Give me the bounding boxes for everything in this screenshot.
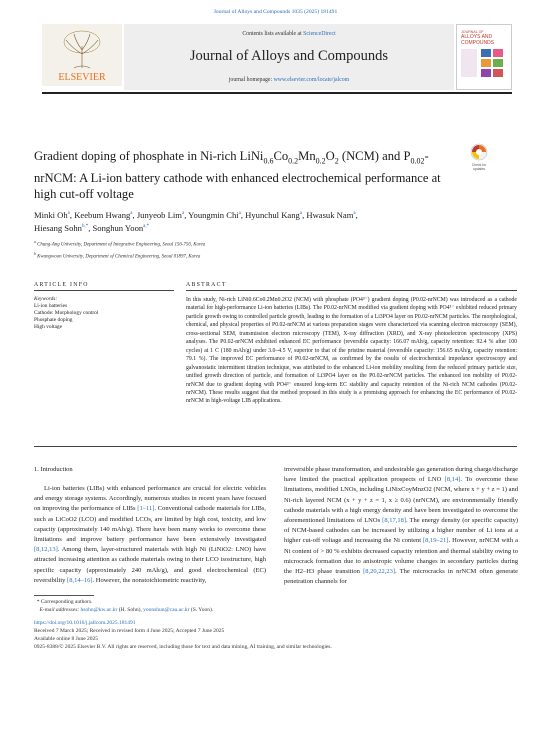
citation-link[interactable]: [8,19–21] [423, 537, 449, 545]
author-name[interactable]: Hiesang Sohn [34, 223, 82, 234]
corresponding-author-footnote: * Corresponding authors. E-mail addresses: hsohn@kw.ac.kr (H. Sohn), yoonshun@cau.ac.kr (S. Yoon). [36, 599, 214, 613]
affiliation-line: $^a$ Chung-Ang University, Department of Integrative Engineering, Seoul 156-756, Korea [34, 240, 206, 248]
elsevier-tree-icon [42, 24, 122, 86]
email-link[interactable]: yoonshun@cau.ac.kr [143, 607, 190, 613]
homepage-prefix: journal homepage: [228, 77, 274, 83]
article-info-rule [34, 290, 174, 291]
intro-column-left: Li-ion batteries (LIBs) with enhanced performance are crucial for electric vehicles and energy storage systems. Accordingly, numerous studies in recent years have focused on improving the performance of LIBs [1–11]. Conventional cathode materials for LIBs, such as LiCoO2 (LCO) and modified LCOs, are limited by high cost, toxicity, and low capacity (approximately 140 mAh/g). There have been many works to overcome these limitations and improve battery performance have been extensively investigated [8,12,13]. Among them, layer-structured materials with high Ni (LiNiO2: LNO) have attracted increasing attention as cathode materials owing to their LCO isostructure, high specific capacity (approximately 240 mAh/g), and good electrochemical (EC) reversibility [8,14–16]. However, the nonstoichiometric reactivity, [34, 485, 267, 584]
author-name[interactable]: Youngmin Chi [188, 209, 239, 220]
author-name[interactable]: Keebum Hwang [74, 209, 131, 220]
crossmark-icon [468, 142, 490, 174]
email-link[interactable]: hsohn@kw.ac.kr [80, 607, 118, 613]
author-name[interactable]: Songhun Yoon [92, 223, 144, 234]
abstract-bottom-rule [34, 446, 517, 447]
homepage-link[interactable]: www.elsevier.com/locate/jalcom [273, 77, 350, 83]
online-date: Available online 8 June 2025 [34, 636, 99, 642]
cover-title-line2: ALLOYS AND [461, 34, 493, 40]
author-name[interactable]: Junyeob Lim [136, 209, 182, 220]
citation-link[interactable]: [1–11] [137, 505, 155, 513]
keyword-item: Phosphate doping [34, 317, 73, 324]
journal-citation[interactable]: Journal of Alloys and Compounds 1035 (2025) 181491 [213, 9, 338, 15]
contents-prefix: Contents lists available at [242, 31, 304, 37]
svg-text:updates: updates [472, 167, 486, 171]
svg-text:Check for: Check for [471, 163, 487, 167]
journal-cover-image [457, 25, 512, 90]
cover-title-line1: JOURNAL OF [461, 30, 484, 34]
abstract-text: In this study, Ni-rich LiNi0.6Co0.2Mn0.2O2 (NCM) with phosphate (PO4³⁻) gradient doping (P0.02-nrNCM) was introduced as a cathode material for high-performance Li-ion batteries (LIBs). The P0.02-nrNCM modified via gradient doping with PO4³⁻ exhibited reduced primary particle growth owing to controlled particle growth, leading to the formation of a Li3PO4 layer on P0.02-nrNCM particles. The morphological, chemical, and physical properties of P0.02-nrNCM at various preparation stages were characterized via scanning electron microscopy (SEM), cross-sectional SEM, transmission electron microscopy (TEM), X-ray diffraction (XRD), and X-ray photoelectron spectroscopy (XPS) analyses. The P0.02-nrNCM exhibited enhanced EC performance (reversible capacity: 166.07 mAh/g, capacity retention: 92.4 % after 100 cycles) at 1 C (180 mAh/g) under 3.0–4.5 V, superior to that of the pristine material (reversible capacity: 156.65 mAh/g, capacity retention: 79.1 %). The improved EC performance of P0.02-nrNCM, as confirmed by the results of electrochemical impedance spectroscopy and galvanostatic intermittent titration technique, was attributed to the enhanced Li-ion mobility resulting from the reduced primary particle size, unified growth direction of particle, and formation of Li3PO4 layer on the P0.02-nrNCM particles. The enhanced ion mobility of P0.02-nrNCM due to gradient doping with PO4³⁻ ensured long-term EC stability and capacity retention of the Ni-rich NCM cathodes (P0.02-nrNCM). These results suggest that the method proposed in this study is a promising approach for enhancing the EC performance of P0.02-nrNCM in high-voltage LIB applications. [186, 297, 517, 405]
elsevier-logo[interactable] [42, 24, 122, 86]
affiliation-line: $^b$ Kwangwoon University, Department of Chemical Engineering, Seoul 01897, Korea [34, 251, 201, 260]
intro-column-right: irreversible phase transformation, and undesirable gas generation during charge/discharge have limited the practical application prospects of LNO [8,14]. To overcome these limitations, modified LNOs, including LiNixCoyMnzO2 (NCM, where x + y + z = 1) and Ni-rich layered NCM (x + y + z = 1, x ≥ 0.6) (nrNCM), are environmentally friendly cathode materials with a high energy density and have been investigated to overcome the aforementioned limitations of LNOs [8,17,18]. The energy density (or specific capacity) of NCM-based cathodes can be increased by utilizing a higher number of Li ions at a higher cut-off voltage and increasing the Ni content [8,19–21]. However, nrNCM with a Ni content of > 80 % exhibits decreased capacity retention and thermal stability owing to microcrack formation due to anisotropic volume changes in secondary particles during the H2–H3 phase transition [8,20,22,23]. The microcracks in nrNCM often generate penetration channels for [284, 466, 518, 586]
journal-title[interactable]: Journal of Alloys and Compounds [189, 48, 389, 64]
citation-link[interactable]: [8,12,13] [34, 546, 58, 554]
abstract-heading: ABSTRACT [186, 282, 227, 288]
cover-title-line3: COMPOUNDS [461, 40, 495, 46]
sciencedirect-link[interactable]: ScienceDirect [303, 31, 336, 37]
keywords-label: Keywords: [34, 296, 58, 302]
citation-link[interactable]: [8,20,22,23] [363, 568, 396, 576]
received-dates: Received 7 March 2025; Received in revised form 4 June 2025; Accepted 7 June 2025 [34, 628, 225, 634]
elsevier-wordmark: ELSEVIER [58, 72, 106, 83]
keyword-item: Cathode: Morphology control [34, 310, 99, 317]
copyright-line: 0925-8388/© 2025 Elsevier B.V. All rights are reserved, including those for text and data mining, AI training, and similar technologies. [34, 644, 332, 650]
contents-line [124, 31, 454, 37]
journal-cover-thumbnail[interactable] [456, 24, 512, 90]
keywords-block [34, 296, 174, 331]
citation-link[interactable]: [8,17,18] [382, 517, 407, 525]
author-list: Minki Oh$^a$, Keebum Hwang$^a$, Junyeob Lim$^a$, Youngmin Chi$^a$, Hyunchul Kang$^a$, Hwasuk Nam$^a$, Hiesang Sohn$^{b,*}$, Songhun Yoon$^{a,*}$ [34, 209, 358, 234]
article-info-heading: ARTICLE INFO [34, 282, 89, 288]
journal-homepage-line [124, 77, 454, 83]
keyword-item: Li-ion batteries [34, 303, 68, 310]
header-rule [42, 92, 512, 94]
footnote-rule [34, 595, 94, 596]
author-name[interactable]: Minki Oh [34, 209, 68, 220]
article-title: Gradient doping of phosphate in Ni-rich $LiNi_{0.6}Co_{0.2}Mn_{0.2}O_2$ (NCM) and $P_{0.02}$-nrNCM: A Li-ion battery cathode with enhanced electrochemical performance at high cut-off voltage [34, 149, 441, 201]
doi-link[interactable]: https://doi.org/10.1016/j.jallcom.2025.181491 [34, 620, 136, 626]
abstract-rule [186, 290, 517, 291]
citation-link[interactable]: [8,14–16] [67, 576, 93, 584]
author-name[interactable]: Hwasuk Nam [306, 209, 354, 220]
citation-link[interactable]: [8,14] [444, 476, 461, 484]
introduction-heading: 1. Introduction [34, 466, 73, 473]
affiliations [34, 238, 494, 261]
check-for-updates-badge[interactable] [468, 142, 490, 174]
keyword-item: High voltage [34, 324, 62, 331]
publication-info [34, 619, 518, 651]
author-name[interactable]: Hyunchul Kang [245, 209, 300, 220]
